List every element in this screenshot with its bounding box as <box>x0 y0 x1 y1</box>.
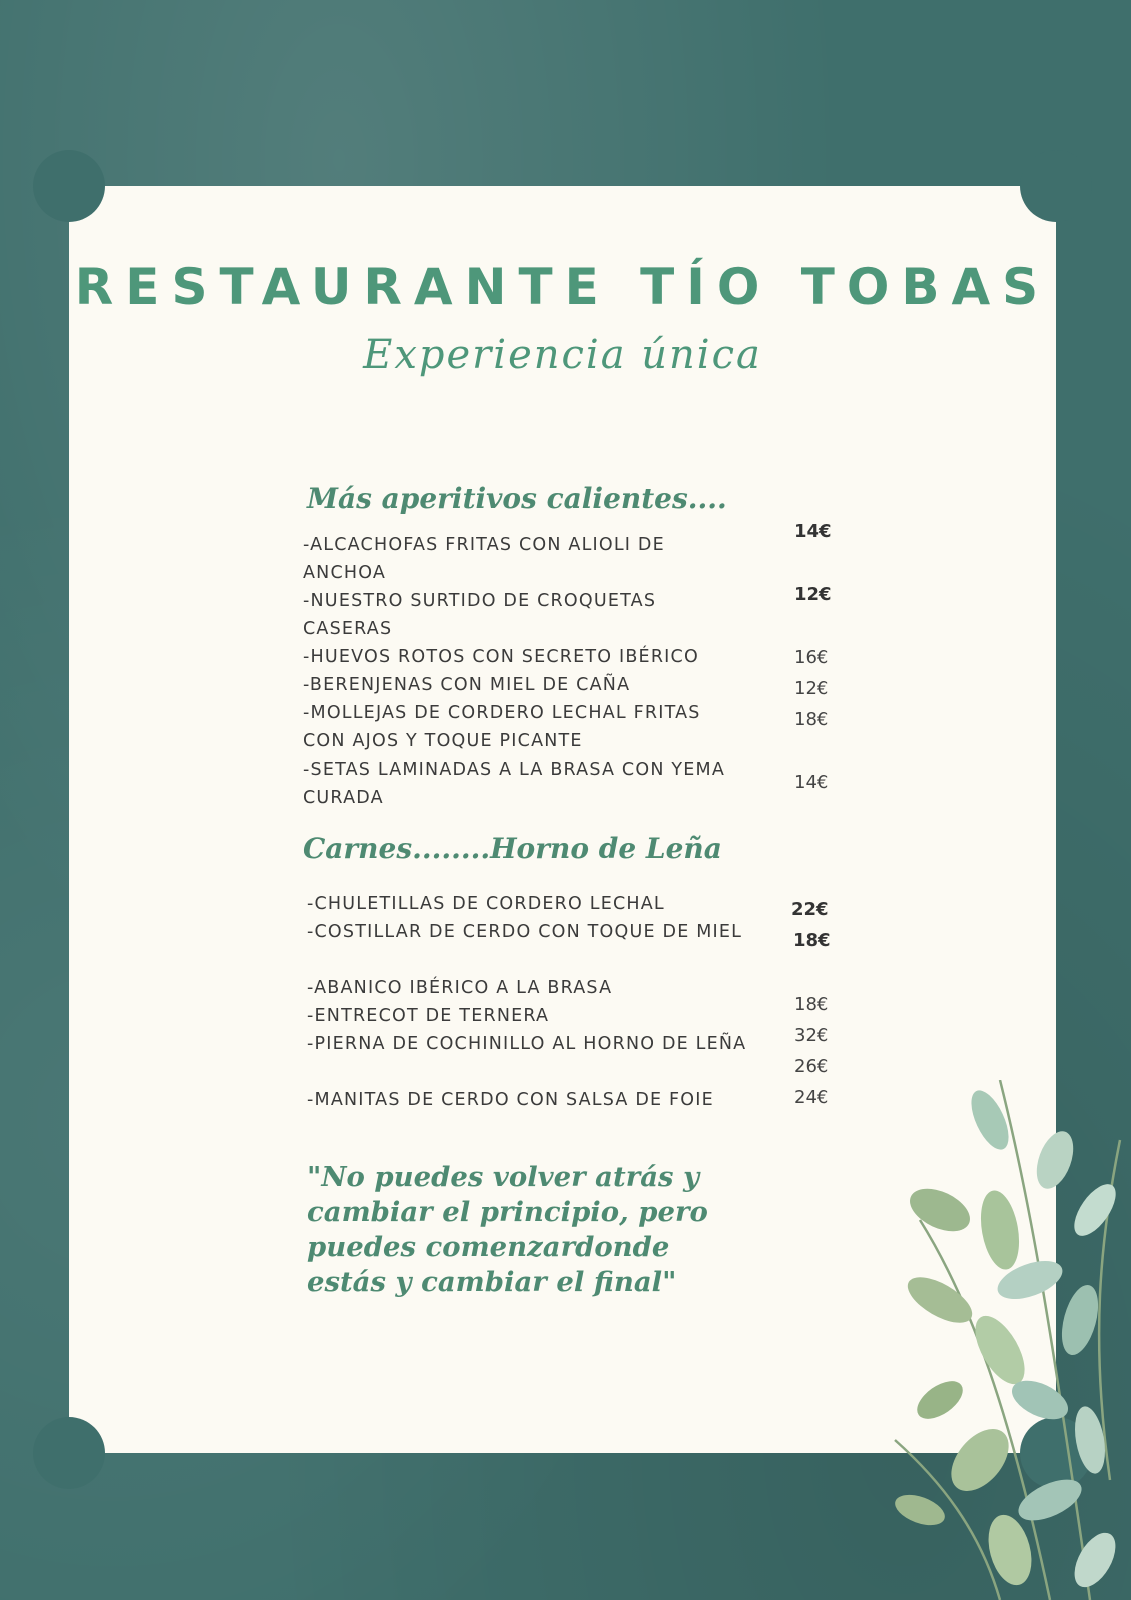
menu-item: -ALCACHOFAS FRITAS CON ALIOLI DE ANCHOA <box>303 535 665 583</box>
menu-item: -MOLLEJAS DE CORDERO LECHAL FRITAS CON AJOS Y TOQUE PICANTE <box>303 703 701 751</box>
section-heading-aperitivos: Más aperitivos calientes.... <box>307 482 727 515</box>
menu-item-price: 12€ <box>794 584 832 605</box>
menu-item-price: 26€ <box>794 1056 829 1077</box>
menu-quote: "No puedes volver atrás y cambiar el principio, pero puedes comenzardonde estás y cambiar el final" <box>307 1161 708 1298</box>
menu-item: -CHULETILLAS DE CORDERO LECHAL <box>307 894 665 914</box>
menu-item: -SETAS LAMINADAS A LA BRASA CON YEMA CURADA <box>303 760 725 808</box>
menu-item: -ENTRECOT DE TERNERA <box>307 1006 550 1026</box>
section-heading-carnes: Carnes........Horno de Leña <box>303 832 722 865</box>
eucalyptus-leaves-decoration <box>880 1080 1131 1600</box>
menu-item: -NUESTRO SURTIDO DE CROQUETAS CASERAS <box>303 591 657 639</box>
menu-item-price: 24€ <box>794 1087 829 1108</box>
restaurant-title: RESTAURANTE TÍO TOBAS <box>74 258 1051 316</box>
menu-item-price: 22€ <box>791 899 829 920</box>
card-corner-notch <box>1020 150 1092 222</box>
menu-item-price: 18€ <box>794 994 829 1015</box>
menu-item-price: 16€ <box>794 647 829 668</box>
menu-item: -PIERNA DE COCHINILLO AL HORNO DE LEÑA <box>307 1034 747 1054</box>
menu-item: -HUEVOS ROTOS CON SECRETO IBÉRICO <box>303 647 699 667</box>
card-corner-notch <box>33 1417 105 1489</box>
menu-item-price: 18€ <box>793 930 831 951</box>
menu-item: -BERENJENAS CON MIEL DE CAÑA <box>303 675 631 695</box>
restaurant-subtitle: Experiencia única <box>363 332 762 378</box>
menu-item-price: 14€ <box>794 772 829 793</box>
menu-item-price: 12€ <box>794 678 829 699</box>
menu-item: -ABANICO IBÉRICO A LA BRASA <box>307 978 613 998</box>
card-corner-notch <box>33 150 105 222</box>
menu-item: -COSTILLAR DE CERDO CON TOQUE DE MIEL <box>307 922 743 942</box>
menu-item: -MANITAS DE CERDO CON SALSA DE FOIE <box>307 1090 714 1110</box>
menu-item-price: 18€ <box>794 709 829 730</box>
menu-item-price: 32€ <box>794 1025 829 1046</box>
menu-item-price: 14€ <box>794 521 832 542</box>
